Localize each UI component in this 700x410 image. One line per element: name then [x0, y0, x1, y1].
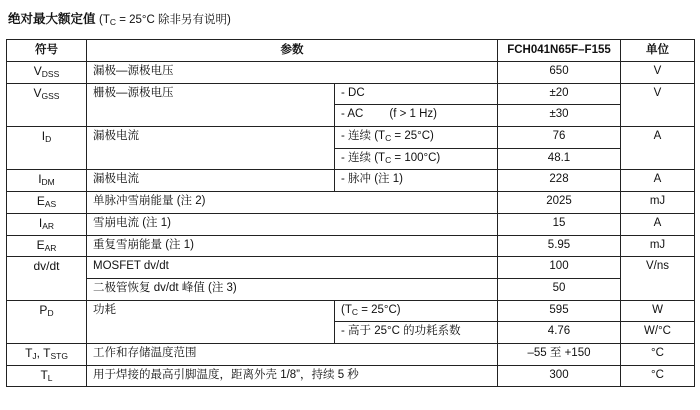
value-cell: 15 — [498, 213, 621, 235]
parameter-cell: 漏极电流 — [87, 170, 335, 192]
parameter-cell: 雪崩电流 (注 1) — [87, 213, 498, 235]
symbol-sub: AR — [44, 242, 57, 253]
symbol-cell — [7, 127, 87, 170]
value-cell: ±20 — [498, 83, 621, 105]
header-symbol: 符号 — [7, 40, 87, 62]
header-parameter: 参数 — [87, 40, 498, 62]
symbol-main: V — [33, 64, 42, 78]
condition-sub: C — [385, 133, 392, 144]
condition-text: - AC — [341, 108, 364, 121]
unit-cell: V — [621, 62, 695, 84]
symbol-cell — [7, 83, 87, 126]
symbol-separator: , — [36, 345, 44, 360]
note-sub: C — [109, 17, 116, 27]
value-cell: 300 — [498, 365, 621, 387]
parameter-cell: 栅极—源极电压 — [87, 83, 335, 126]
table-header-row — [7, 40, 695, 62]
condition-sub: C — [385, 154, 392, 165]
condition-text: = 25°C) — [391, 130, 434, 143]
parameter-cell: 功耗 — [87, 300, 335, 343]
symbol-sub: D — [45, 134, 52, 145]
header-unit: 单位 — [621, 40, 695, 62]
condition-frequency: (f > 1 Hz) — [389, 108, 437, 121]
condition-cell: - 高于 25°C 的功耗系数 — [335, 322, 498, 344]
symbol-sub: AR — [42, 220, 55, 231]
symbol-cell: dv/dt — [7, 257, 87, 300]
condition-text: - 连续 (T — [341, 130, 386, 143]
condition-cell: - 脉冲 (注 1) — [335, 170, 498, 192]
absolute-max-ratings-table — [6, 39, 695, 387]
parameter-cell: 重复雪崩能量 (注 1) — [87, 235, 498, 257]
symbol-sub: DSS — [41, 69, 60, 79]
unit-cell: °C — [621, 365, 695, 387]
symbol-cell — [7, 213, 87, 235]
symbol-main: T — [40, 367, 48, 382]
parameter-cell: 漏极—源极电压 — [87, 62, 498, 84]
unit-cell: mJ — [621, 235, 695, 257]
value-cell: 2025 — [498, 192, 621, 214]
symbol-cell — [7, 343, 87, 365]
symbol-main: I — [41, 129, 46, 144]
value-cell: 228 — [498, 170, 621, 192]
value-cell: ±30 — [498, 105, 621, 127]
table-row — [7, 235, 695, 257]
symbol-main: V — [33, 85, 42, 100]
table-row — [7, 192, 695, 214]
unit-cell: mJ — [621, 192, 695, 214]
unit-cell: A — [621, 170, 695, 192]
condition-sub: C — [351, 306, 358, 317]
table-title-main: 绝对最大额定值 — [8, 12, 96, 26]
symbol-sub: AS — [44, 199, 57, 210]
condition-cell — [335, 127, 498, 149]
condition-cell: - DC — [335, 83, 498, 105]
value-cell: 48.1 — [498, 148, 621, 170]
symbol-cell — [7, 62, 87, 84]
value-cell: 100 — [498, 257, 621, 279]
table-row — [7, 365, 695, 387]
symbol-cell — [7, 192, 87, 214]
condition-text: (T — [341, 303, 352, 316]
condition-text: = 25°C) — [358, 303, 401, 316]
unit-cell: °C — [621, 343, 695, 365]
symbol-main: I — [38, 215, 43, 230]
table-title-note — [99, 14, 231, 26]
parameter-cell: MOSFET dv/dt — [87, 257, 498, 279]
symbol-cell — [7, 170, 87, 192]
parameter-cell: 工作和存储温度范围 — [87, 343, 498, 365]
table-row — [7, 343, 695, 365]
symbol-cell — [7, 235, 87, 257]
unit-cell: A — [621, 127, 695, 170]
condition-cell — [335, 105, 498, 127]
symbol-cell — [7, 365, 87, 387]
value-cell: 595 — [498, 300, 621, 322]
table-row — [7, 170, 695, 192]
parameter-cell: 漏极电流 — [87, 127, 335, 170]
unit-cell: W/°C — [621, 322, 695, 344]
unit-cell: V — [621, 83, 695, 126]
note-suffix: = 25°C 除非另有说明) — [116, 14, 231, 26]
unit-cell: A — [621, 213, 695, 235]
symbol-cell — [7, 300, 87, 343]
condition-text: = 100°C) — [391, 151, 441, 164]
symbol-main: P — [39, 302, 48, 317]
table-row — [7, 62, 695, 84]
symbol-sub: GSS — [41, 90, 60, 101]
value-cell: 5.95 — [498, 235, 621, 257]
value-cell: 4.76 — [498, 322, 621, 344]
symbol-main: E — [36, 237, 45, 252]
symbol-main: E — [36, 194, 45, 209]
symbol-main: T — [25, 345, 33, 360]
header-part-number: FCH041N65F–F155 — [498, 40, 621, 62]
symbol-sub: D — [47, 307, 54, 318]
value-cell: –55 至 +150 — [498, 343, 621, 365]
condition-cell — [335, 148, 498, 170]
symbol-sub: J — [32, 350, 37, 361]
value-cell: 76 — [498, 127, 621, 149]
condition-cell — [335, 300, 498, 322]
condition-text: - 连续 (T — [341, 151, 386, 164]
table-row — [7, 300, 695, 322]
parameter-cell: 单脉冲雪崩能量 (注 2) — [87, 192, 498, 214]
parameter-cell: 二极管恢复 dv/dt 峰值 (注 3) — [87, 278, 498, 300]
table-row — [7, 213, 695, 235]
symbol-sub: L — [47, 372, 53, 383]
table-row — [7, 83, 695, 105]
value-cell: 50 — [498, 278, 621, 300]
table-row — [7, 278, 695, 300]
symbol-main: T — [43, 345, 51, 360]
table-row — [7, 257, 695, 279]
table-title — [8, 9, 231, 27]
parameter-cell: 用于焊接的最高引脚温度，距离外壳 1/8”，持续 5 秒 — [87, 365, 498, 387]
symbol-main: I — [38, 172, 42, 187]
note-prefix: (T — [99, 14, 110, 26]
symbol-sub: DM — [41, 177, 55, 188]
symbol-sub: STG — [50, 350, 68, 361]
unit-cell: V/ns — [621, 257, 695, 300]
unit-cell: W — [621, 300, 695, 322]
table-row — [7, 127, 695, 149]
value-cell: 650 — [498, 62, 621, 84]
